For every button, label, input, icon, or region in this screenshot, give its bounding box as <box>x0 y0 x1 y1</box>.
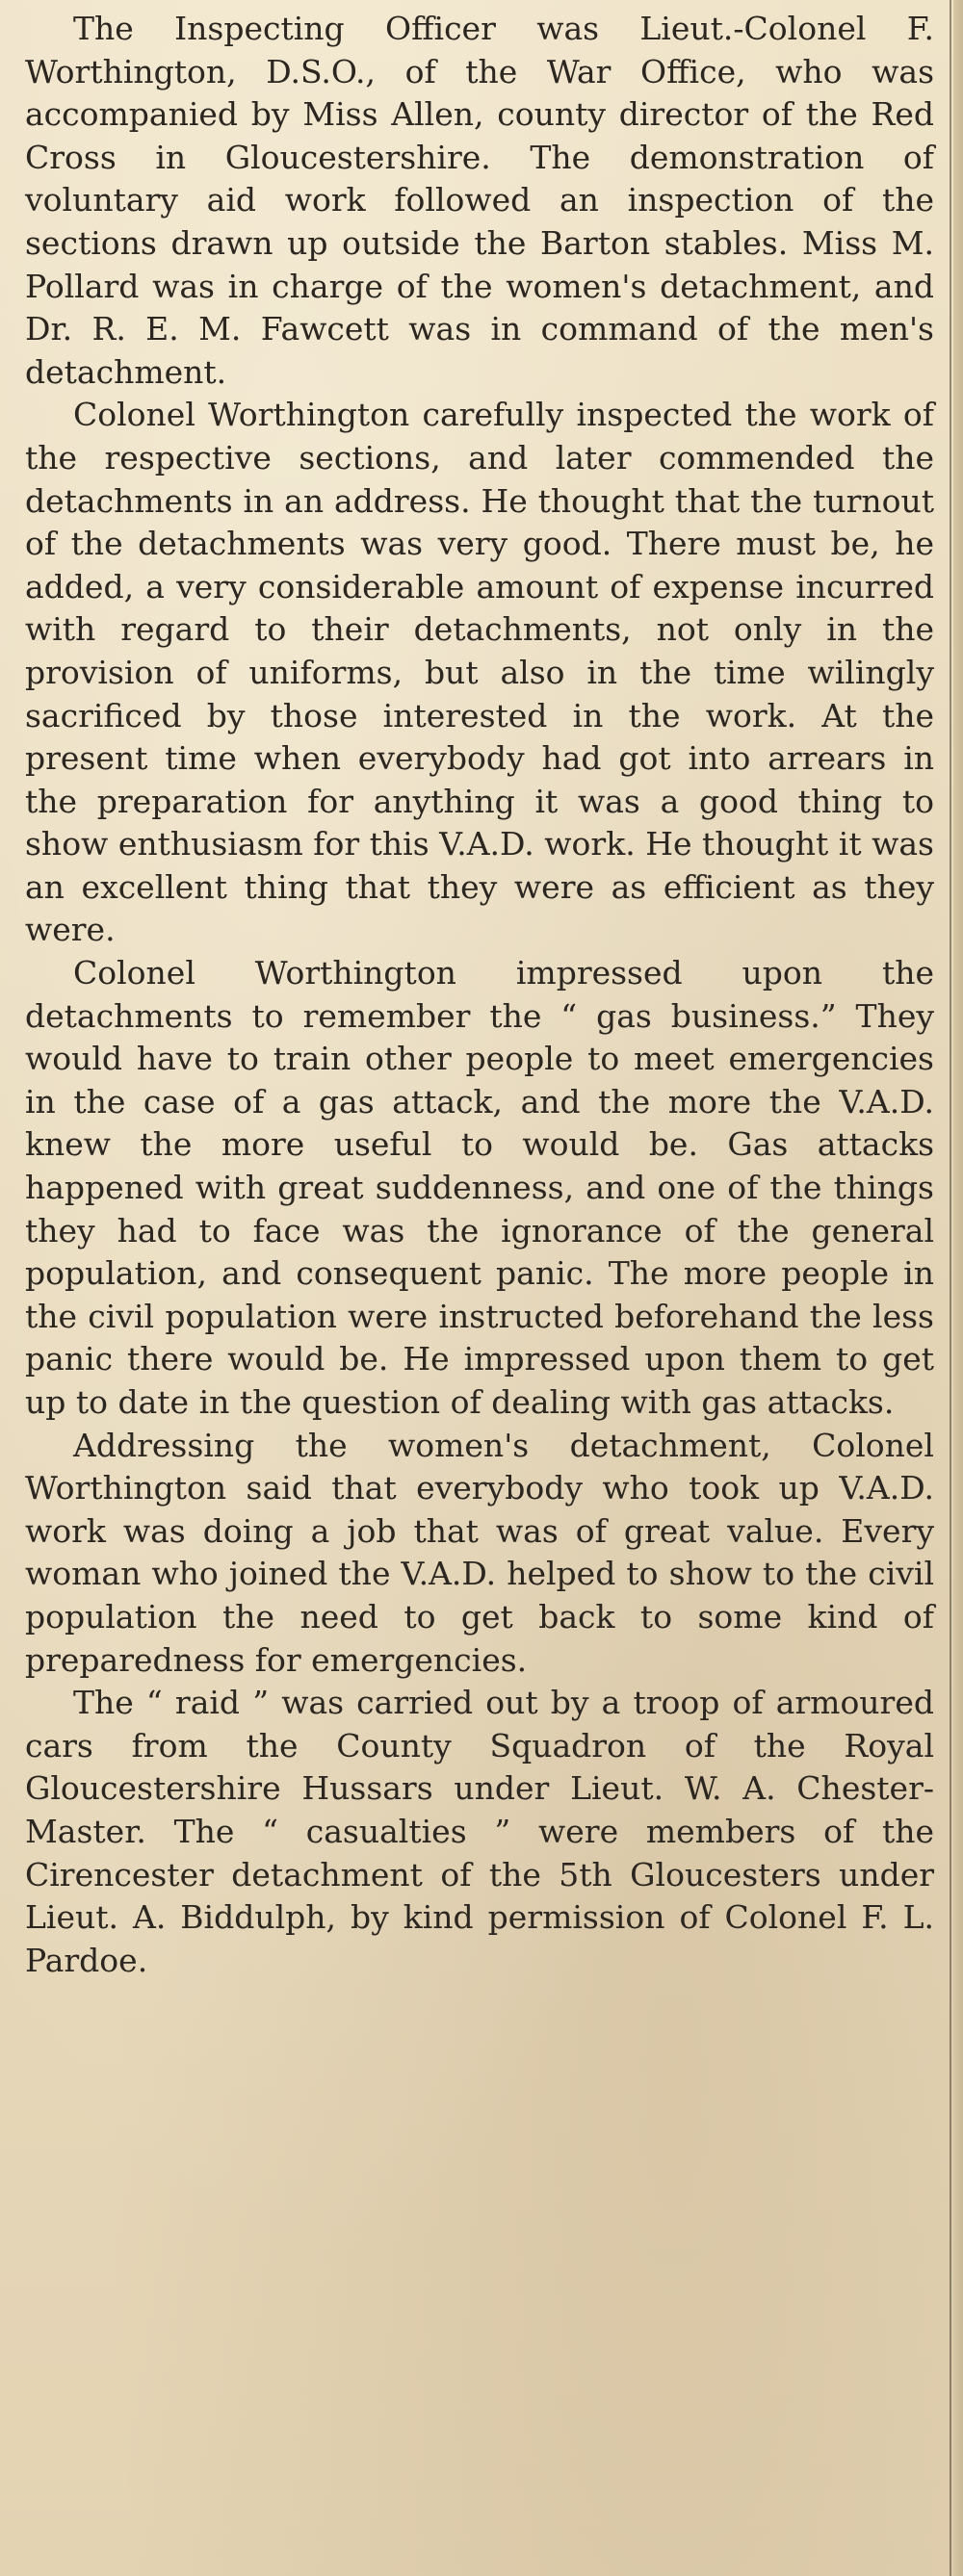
article-body <box>25 8 934 1982</box>
column-rule <box>950 0 951 2576</box>
clipping-edge <box>953 0 963 2576</box>
paragraph-raid: The “ raid ” was carried out by a troop of armoured cars from the County Squadron of the Royal Gloucestershire Hussars under Lieut. W. A. Chester-Master. The “ casualties ” were members of the Cirencester detachment of the 5th Gloucesters under Lieut. A. Biddulph, by kind permission of Colonel F. L. Pardoe. <box>25 1684 934 1979</box>
paragraph-inspecting-officer: The Inspecting Officer was Lieut.-Colonel F. Worthington, D.S.O., of the War Office, who was accompanied by Miss Allen, county director of the Red Cross in Gloucestershire. The demonstration of voluntary aid work followed an inspection of the sections drawn up outside the Barton stables. Miss M. Pollard was in charge of the women's detachment, and Dr. R. E. M. Fawcett was in command of the men's detachment. <box>25 10 934 391</box>
paragraph-womens-detachment: Addressing the women's detachment, Colonel Worthington said that everybody who took up V.A.D. work was doing a job that was of great value. Every woman who joined the V.A.D. helped to show to the civil population the need to get back to some kind of preparedness for emergencies. <box>25 1426 934 1679</box>
paragraph-gas-business: Colonel Worthington impressed upon the detachments to remember the “ gas business.” They would have to train other people to meet emergencies in the case of a gas attack, and the more the V.A.D. knew the more useful to would be. Gas attacks happened with great suddenness, and one of the things they had to face was the ignorance of the general population, and consequent panic. The more people in the civil population were instructed beforehand the less panic there would be. He impressed upon them to get up to date in the question of dealing with gas attacks. <box>25 954 934 1421</box>
paragraph-inspection-address: Colonel Worthington carefully inspected the work of the respective sections, and later commended the detachments in an address. He thought that the turnout of the detachments was very good. There must be, he added, a very considerable amount of expense incurred with regard to their detachments, not only in the provision of uniforms, but also in the time wilingly sacrificed by those interested in the work. At the present time when everybody had got into arrears in the preparation for anything it was a good thing to show enthusiasm for this V.A.D. work. He thought it was an excellent thing that they were as efficient as they were. <box>25 396 934 949</box>
